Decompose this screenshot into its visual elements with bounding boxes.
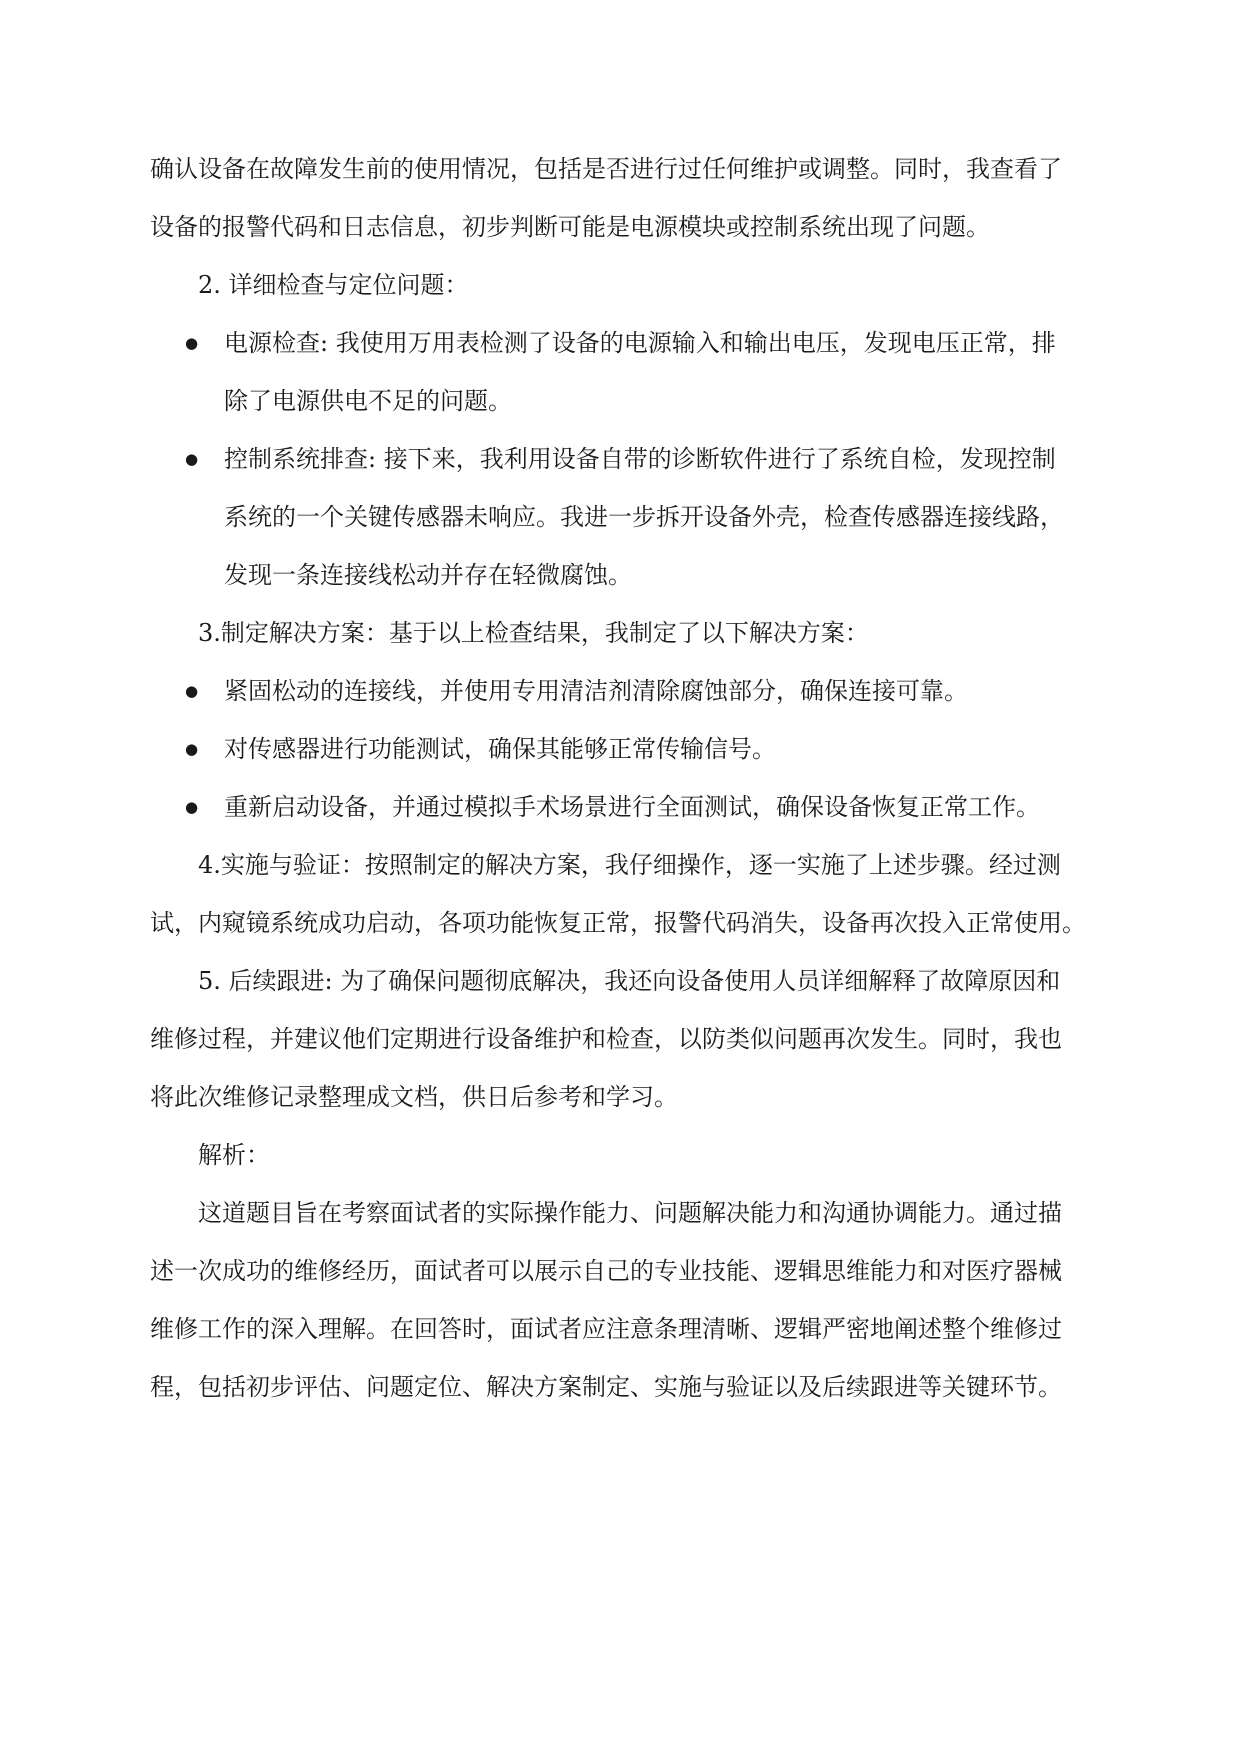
paragraph-line: 确认设备在故障发生前的使用情况，包括是否进行过任何维护或调整。同时，我查看了 xyxy=(150,155,1062,183)
analysis-paragraph: 这道题目旨在考察面试者的实际操作能力、问题解决能力和沟通协调能力。通过描 xyxy=(198,1199,1062,1227)
document-body xyxy=(150,140,1095,1416)
bullet-icon: ● xyxy=(185,740,199,758)
bullet-icon: ● xyxy=(185,798,199,816)
bullet-text: 紧固松动的连接线，并使用专用清洁剂清除腐蚀部分，确保连接可靠。 xyxy=(224,677,968,705)
bullet-item-restart-test xyxy=(150,778,1095,836)
paragraph-line: 维修过程，并建议他们定期进行设备维护和检查，以防类似问题再次发生。同时，我也 xyxy=(150,1025,1062,1053)
bullet-text: 控制系统排查: 接下来，我利用设备自带的诊断软件进行了系统自检，发现控制 xyxy=(224,445,1056,473)
bullet-text: 电源检查: 我使用万用表检测了设备的电源输入和输出电压，发现电压正常，排 xyxy=(224,329,1056,357)
paragraph-line: 试，内窥镜系统成功启动，各项功能恢复正常，报警代码消失，设备再次投入正常使用。 xyxy=(150,909,1086,937)
bullet-icon: ● xyxy=(185,450,199,468)
step-3-heading: 3.制定解决方案：基于以上检查结果，我制定了以下解决方案： xyxy=(198,619,869,647)
step-2-heading: 2. 详细检查与定位问题： xyxy=(198,271,469,299)
paragraph-line: 维修工作的深入理解。在回答时，面试者应注意条理清晰、逻辑严密地阐述整个维修过 xyxy=(150,1315,1062,1343)
bullet-item-power-check xyxy=(150,314,1095,430)
paragraph-line: 述一次成功的维修经历，面试者可以展示自己的专业技能、逻辑思维能力和对医疗器械 xyxy=(150,1257,1062,1285)
step-4-paragraph: 4.实施与验证：按照制定的解决方案，我仔细操作，逐一实施了上述步骤。经过测 xyxy=(198,851,1061,879)
bullet-icon: ● xyxy=(185,334,199,352)
paragraph-line: 程，包括初步评估、问题定位、解决方案制定、实施与验证以及后续跟进等关键环节。 xyxy=(150,1373,1062,1401)
bullet-text-continued: 系统的一个关键传感器未响应。我进一步拆开设备外壳，检查传感器连接线路， xyxy=(224,503,1064,531)
step-5-paragraph: 5. 后续跟进: 为了确保问题彻底解决，我还向设备使用人员详细解释了故障原因和 xyxy=(198,967,1061,995)
analysis-heading: 解析： xyxy=(198,1141,270,1169)
bullet-icon: ● xyxy=(185,682,199,700)
paragraph-line: 设备的报警代码和日志信息，初步判断可能是电源模块或控制系统出现了问题。 xyxy=(150,213,990,241)
paragraph-line: 将此次维修记录整理成文档，供日后参考和学习。 xyxy=(150,1083,678,1111)
bullet-text: 重新启动设备，并通过模拟手术场景进行全面测试，确保设备恢复正常工作。 xyxy=(224,793,1040,821)
bullet-item-fasten-wire xyxy=(150,662,1095,720)
bullet-text: 对传感器进行功能测试，确保其能够正常传输信号。 xyxy=(224,735,776,763)
bullet-item-sensor-test xyxy=(150,720,1095,778)
bullet-text-continued: 发现一条连接线松动并存在轻微腐蚀。 xyxy=(224,561,632,589)
bullet-text-continued: 除了电源供电不足的问题。 xyxy=(224,387,512,415)
bullet-item-control-system xyxy=(150,430,1095,604)
